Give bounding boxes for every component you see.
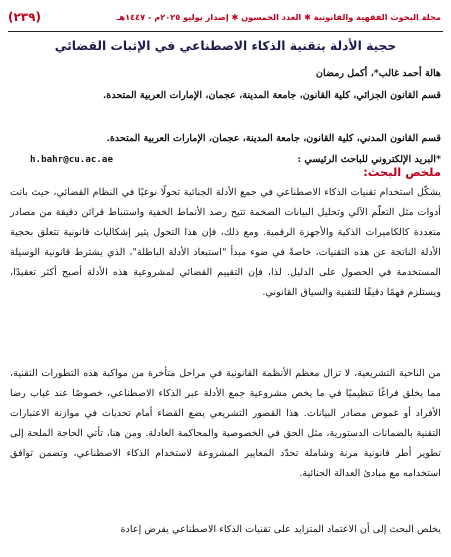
- abstract-paragraph: يخلص البحث إلى أن الاعتماد المتزايد على تقنيات الذكاء الاصطناعي يفرض إعادة: [120, 524, 441, 535]
- email-address: h.bahr@cu.ac.ae: [30, 154, 113, 165]
- affiliation-2: قسم القانون المدني، كلية القانون، جامعة المدينة، عجمان، الإمارات العربية المتحدة.: [106, 133, 441, 144]
- affiliation-1: قسم القانون الجزائي، كلية القانون، جامعة المدينة، عجمان، الإمارات العربية المتحدة.: [102, 90, 441, 101]
- article-title: حجية الأدلة بتقنية الذكاء الاصطناعي في الإثبات القضائي: [54, 39, 397, 53]
- email-label: *البريد الإلكتروني للباحث الرئيسي :: [297, 154, 441, 165]
- abstract-heading: ملخص البحث:: [363, 165, 441, 179]
- abstract-paragraph: يشكّل استخدام تقنيات الذكاء الاصطناعي في جمع الأدلة الجنائية تحولًا نوعيًا في النظام القضائي، حيث باتت أدوات مثل التعلّم الآلي وتحليل البيانات الضخمة تتيح رصد الأنماط الخفية واستنباط قرائن دقيقة من مصادر متعددة كالكاميرات الذكية والأجهزة الرقمية. ومع ذلك، فإن هذا التحول يثير إشكاليات قانونية تتعلق بحجية الأدلة الناتجة عن هذه التقنيات، خاصةً في ضوء مبدأ "استبعاد الأدلة الباطلة"، الذي يشترط قانونية الوسيلة المستخدمة في الحصول على الدليل. لذا، فإن التقييم القضائي لمشروعية هذه الأدلة أصبح أكثر تعقيدًا، ويستلزم فهمًا دقيقًا للتقنية والسياق القانوني.: [10, 187, 441, 298]
- running-header: [8, 6, 441, 28]
- abstract-paragraph: من الناحية التشريعية، لا تزال معظم الأنظمة القانونية في مراحل متأخرة من مواكبة هذه التطورات التقنية، مما يخلق فراغًا تنظيميًا في ما يخص مشروعية جمع الأدلة عبر الذكاء الاصطناعي، خصوصًا عند غياب رضا الأفراد أو غموض مصادر البيانات. هذا القصور التشريعي يضع القضاء أمام تحديات في موازنة الاعتبارات التقنية بالضمانات الدستورية، مثل الحق في الخصوصية والمحاكمة العادلة. ومن هنا، تأتي الحاجة الملحة إلى تطوير أطر قانونية مرنة وشاملة تحدّد المعايير المشروعة لاستخدام الذكاء الاصطناعي، وتضمن توافق استخدامه مع مبادئ العدالة الجنائية.: [10, 368, 441, 479]
- journal-running-title: مجلة البحوث الفقهية والقانونية ✱ العدد الخمسون ✱ إصدار يوليو ٢٠٢٥م - ١٤٤٧هـ: [116, 12, 441, 22]
- header-rule: [8, 31, 443, 32]
- page-number: (٢٣٩): [8, 10, 41, 24]
- authors-line: هالة أحمد غالب*، أكمل رمضان: [315, 68, 441, 79]
